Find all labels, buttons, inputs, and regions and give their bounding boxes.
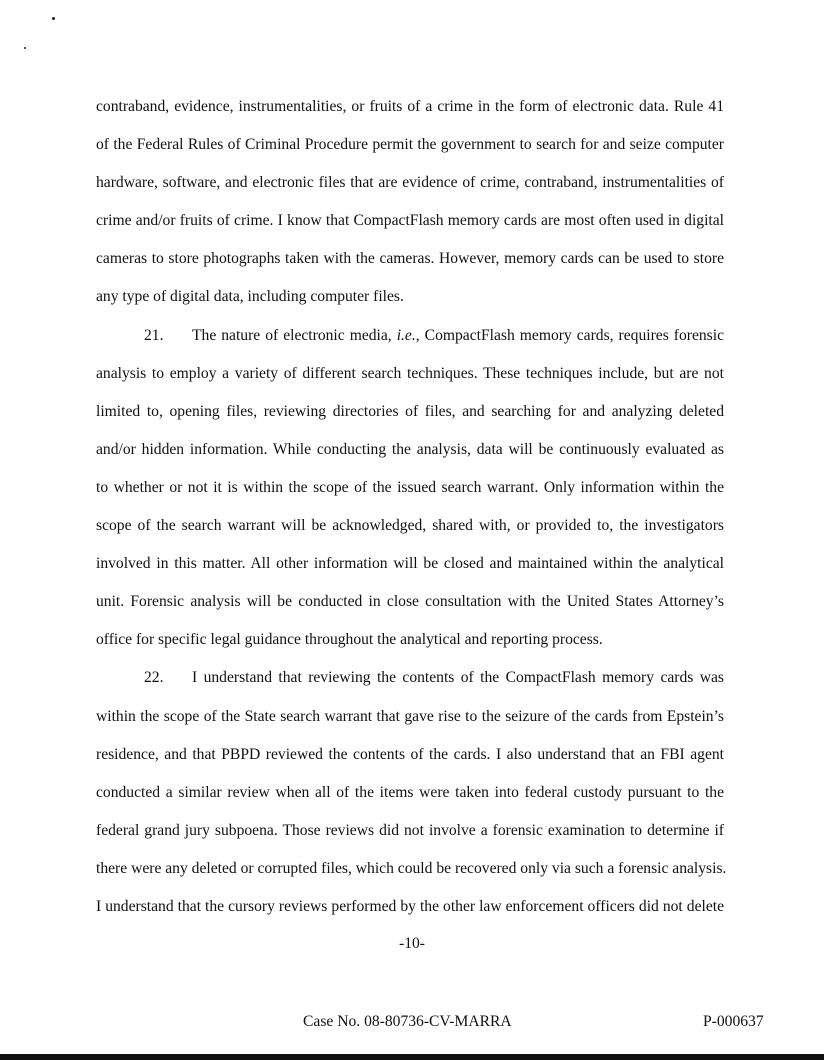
italic-text: i.e. (396, 326, 416, 344)
paragraph-21-first-line (96, 317, 724, 355)
text-line: cameras to store photographs taken with the cameras. However, memory cards can be used to store (96, 250, 724, 268)
text-line: office for specific legal guidance throughout the analytical and reporting process. (96, 631, 603, 649)
scan-speck (52, 17, 55, 20)
text-line: crime and/or fruits of crime. I know that CompactFlash memory cards are most often used in digital (96, 212, 724, 230)
text-segment: I understand that reviewing the contents of the CompactFlash memory cards was (192, 669, 724, 687)
paragraph-number: 22. (144, 669, 164, 687)
text-line: involved in this matter. All other information will be closed and maintained within the analytical (96, 555, 724, 573)
page-number: -10- (399, 935, 425, 952)
scan-border (0, 1054, 824, 1060)
text-line: conducted a similar review when all of the items were taken into federal custody pursuant to the (96, 783, 724, 801)
text-line: limited to, opening files, reviewing directories of files, and searching for and analyzing deleted (96, 402, 724, 420)
text-line: there were any deleted or corrupted files, which could be recovered only via such a forensic analysis. (96, 859, 727, 877)
text-line: federal grand jury subpoena. Those reviews did not involve a forensic examination to determine if (96, 821, 724, 839)
body-text (96, 88, 727, 926)
text-line: residence, and that PBPD reviewed the contents of the cards. I also understand that an FBI agent (96, 745, 724, 763)
text-line: of the Federal Rules of Criminal Procedure permit the government to search for and seize computer (96, 136, 724, 154)
paragraph-22-first-line (96, 659, 724, 697)
text-line: hardware, software, and electronic files that are evidence of crime, contraband, instrumentalities of (96, 174, 724, 192)
text-line: unit. Forensic analysis will be conducted in close consultation with the United States Attorney’s (96, 593, 724, 611)
text-segment: The nature of electronic media, (192, 326, 397, 344)
text-line: to whether or not it is within the scope of the issued search warrant. Only information within the (96, 478, 724, 496)
scan-speck (24, 47, 26, 49)
case-number: Case No. 08-80736-CV-MARRA (303, 1013, 512, 1030)
text-line: contraband, evidence, instrumentalities, or fruits of a crime in the form of electronic data. Rule 41 (96, 98, 724, 115)
text-line: I understand that the cursory reviews performed by the other law enforcement officers did not delete (96, 897, 724, 915)
text-segment: , CompactFlash memory cards, requires forensic (415, 326, 724, 344)
text-line: analysis to employ a variety of different search techniques. These techniques include, but are not (96, 364, 724, 382)
text-line: and/or hidden information. While conducting the analysis, data will be continuously evaluated as (96, 440, 724, 458)
text-line: scope of the search warrant will be acknowledged, shared with, or provided to, the investigators (96, 517, 724, 535)
text-line: within the scope of the State search warrant that gave rise to the seizure of the cards from Epstein’s (96, 707, 724, 725)
text-line: any type of digital data, including computer files. (96, 288, 404, 306)
paragraph-number: 21. (144, 326, 164, 344)
bates-number: P-000637 (703, 1013, 764, 1030)
